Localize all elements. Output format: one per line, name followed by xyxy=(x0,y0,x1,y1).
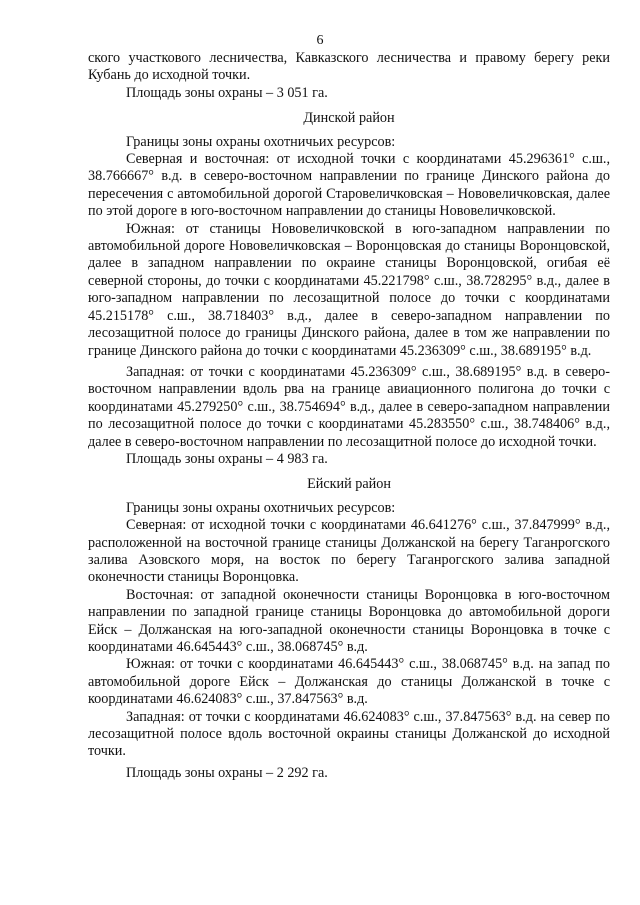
area-line: Площадь зоны охраны – 2 292 га. xyxy=(126,764,328,781)
paragraph: Западная: от точки с координатами 46.624083° с.ш., 37.847563° в.д. на север по лесозащитной полосе вдоль восточной окраины станицы Должанской до исходной точки. xyxy=(88,708,610,760)
page-number: 6 xyxy=(316,33,324,48)
paragraph: Южная: от точки с координатами 46.645443° с.ш., 38.068745° в.д. на запад по автомобильной дороге Ейск – Должанская до станицы Должанской в точке с координатами 46.624083° с.ш., 37.847563° в.д. xyxy=(88,656,610,708)
section-heading: Ейский район xyxy=(307,476,391,493)
area-line: Площадь зоны охраны – 3 051 га. xyxy=(126,84,328,101)
paragraph: Границы зоны охраны охотничьих ресурсов: xyxy=(126,133,396,150)
paragraph: Северная: от исходной точки с координатами 46.641276° с.ш., 37.847999° в.д., расположенной на восточной границе станицы Должанской на берегу Таганрогского залива Азовского моря, на восток по берегу Таганрогского залива западной оконечности станицы Воронцовка. xyxy=(88,517,610,586)
section-heading: Динской район xyxy=(303,110,395,127)
paragraph: ского участкового лесничества, Кавказского лесничества и правому берегу реки Кубань до исходной точки. xyxy=(88,50,610,84)
paragraph: Южная: от станицы Нововеличковской в юго-западном направлении по автомобильной дороге Нововеличковская – Воронцовская до станицы Воронцовской, далее в западном направлении по окраине станицы Воронцовской, огибая её северной стороны, до точки с координатами 45.221798° с.ш., 38.728295° в.д., далее в юго-западном направлении по лесозащитной полосе до точки с координатами 45.215178° с.ш., 38.718403° в.д., далее в северо-западном направлении по лесозащитной полосе до границы Динского района, далее в том же направлении по границе Динского района до точки с координатами 45.236309° с.ш., 38.689195° в.д. xyxy=(88,220,610,359)
document-body xyxy=(88,50,610,782)
paragraph: Границы зоны охраны охотничьих ресурсов: xyxy=(126,499,396,516)
area-line: Площадь зоны охраны – 4 983 га. xyxy=(126,450,328,467)
paragraph: Западная: от точки с координатами 45.236309° с.ш., 38.689195° в.д. в северо-восточном направлении вдоль рва на границе авиационного полигона до точки с координатами 45.279250° с.ш., 38.754694° в.д., далее в северо-западном направлении по лесозащитной полосе до точки с координатами 45.283550° с.ш., 38.748406° в.д., далее в северо-восточном направлении по лесозащитной полосе до исходной точки. xyxy=(88,363,610,450)
paragraph: Северная и восточная: от исходной точки с координатами 45.296361° с.ш., 38.766667° в.д. в северо-восточном направлении по границе Динского района до пересечения с автомобильной дорогой Старовеличковская – Нововеличковская, далее по этой дороге в юго-восточном направлении до станицы Нововеличковской. xyxy=(88,151,610,220)
paragraph: Восточная: от западной оконечности станицы Воронцовка в юго-восточном направлении по западной границе станицы Воронцовка до автомобильной дороги Ейск – Должанская на юго-западной оконечности станицы Воронцовка в точке с координатами 46.645443° с.ш., 38.068745° в.д. xyxy=(88,586,610,655)
